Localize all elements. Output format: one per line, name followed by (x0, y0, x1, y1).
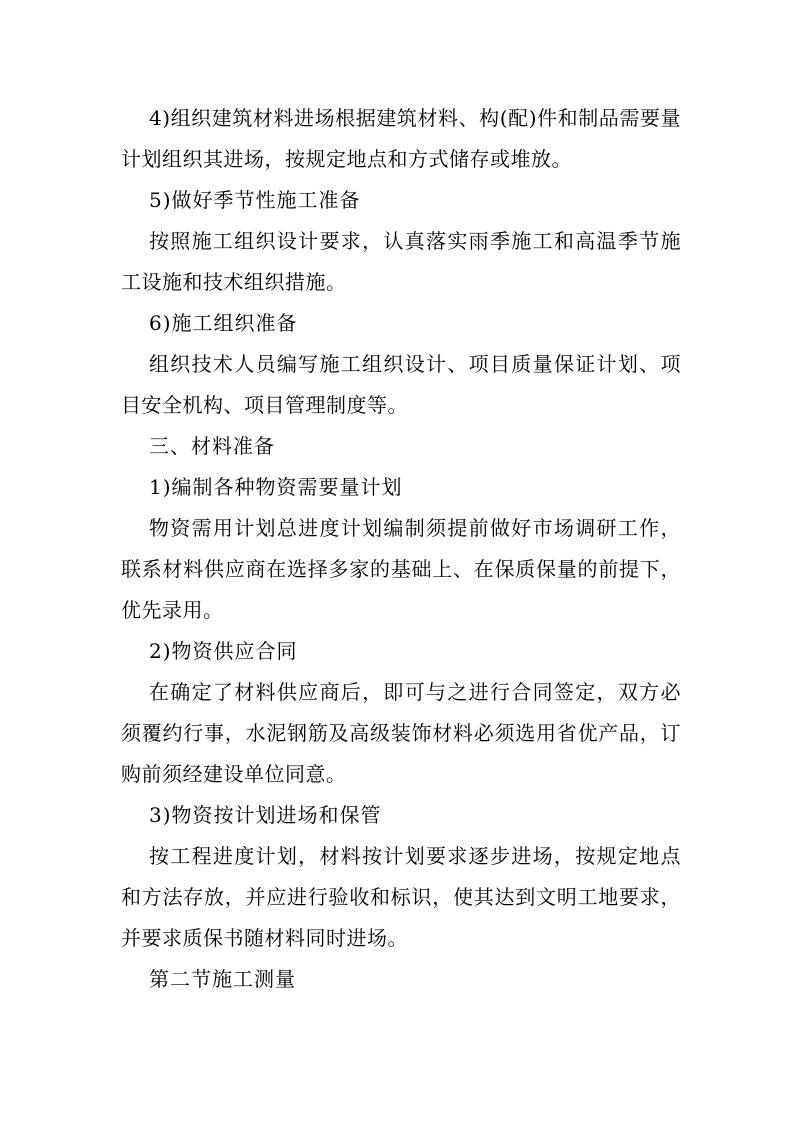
paragraph-seasonal-measures: 按照施工组织设计要求，认真落实雨季施工和高温季节施工设施和技术组织措施。 (121, 229, 681, 294)
paragraph-supply-contract: 在确定了材料供应商后，即可与之进行合同签定，双方必须覆约行事，水泥钢筋及高级装饰材料必须选用省优产品，订购前须经建设单位同意。 (121, 680, 681, 786)
paragraph-material-entry: 4)组织建筑材料进场根据建筑材料、构(配)件和制品需要量计划组织其进场，按规定地点和方式储存或堆放。 (121, 106, 681, 171)
heading-supply-contract: 2)物资供应合同 (149, 639, 298, 663)
paragraph-organization-design: 组织技术人员编写施工组织设计、项目质量保证计划、项目安全机构、项目管理制度等。 (121, 352, 681, 417)
heading-seasonal-prep: 5)做好季节性施工准备 (149, 188, 361, 212)
section-heading-survey: 第二节施工测量 (149, 967, 296, 991)
heading-demand-plan: 1)编制各种物资需要量计划 (149, 475, 403, 499)
section-heading-materials: 三、材料准备 (149, 434, 275, 458)
paragraph-storage: 按工程进度计划，材料按计划要求逐步进场，按规定地点和方法存放，并应进行验收和标识，使其达到文明工地要求，并要求质保书随材料同时进场。 (121, 844, 681, 950)
heading-storage: 3)物资按计划进场和保管 (149, 803, 382, 827)
heading-organization-prep: 6)施工组织准备 (149, 311, 298, 335)
paragraph-demand-plan: 物资需用计划总进度计划编制须提前做好市场调研工作，联系材料供应商在选择多家的基础上、在保质保量的前提下，优先录用。 (121, 516, 681, 622)
